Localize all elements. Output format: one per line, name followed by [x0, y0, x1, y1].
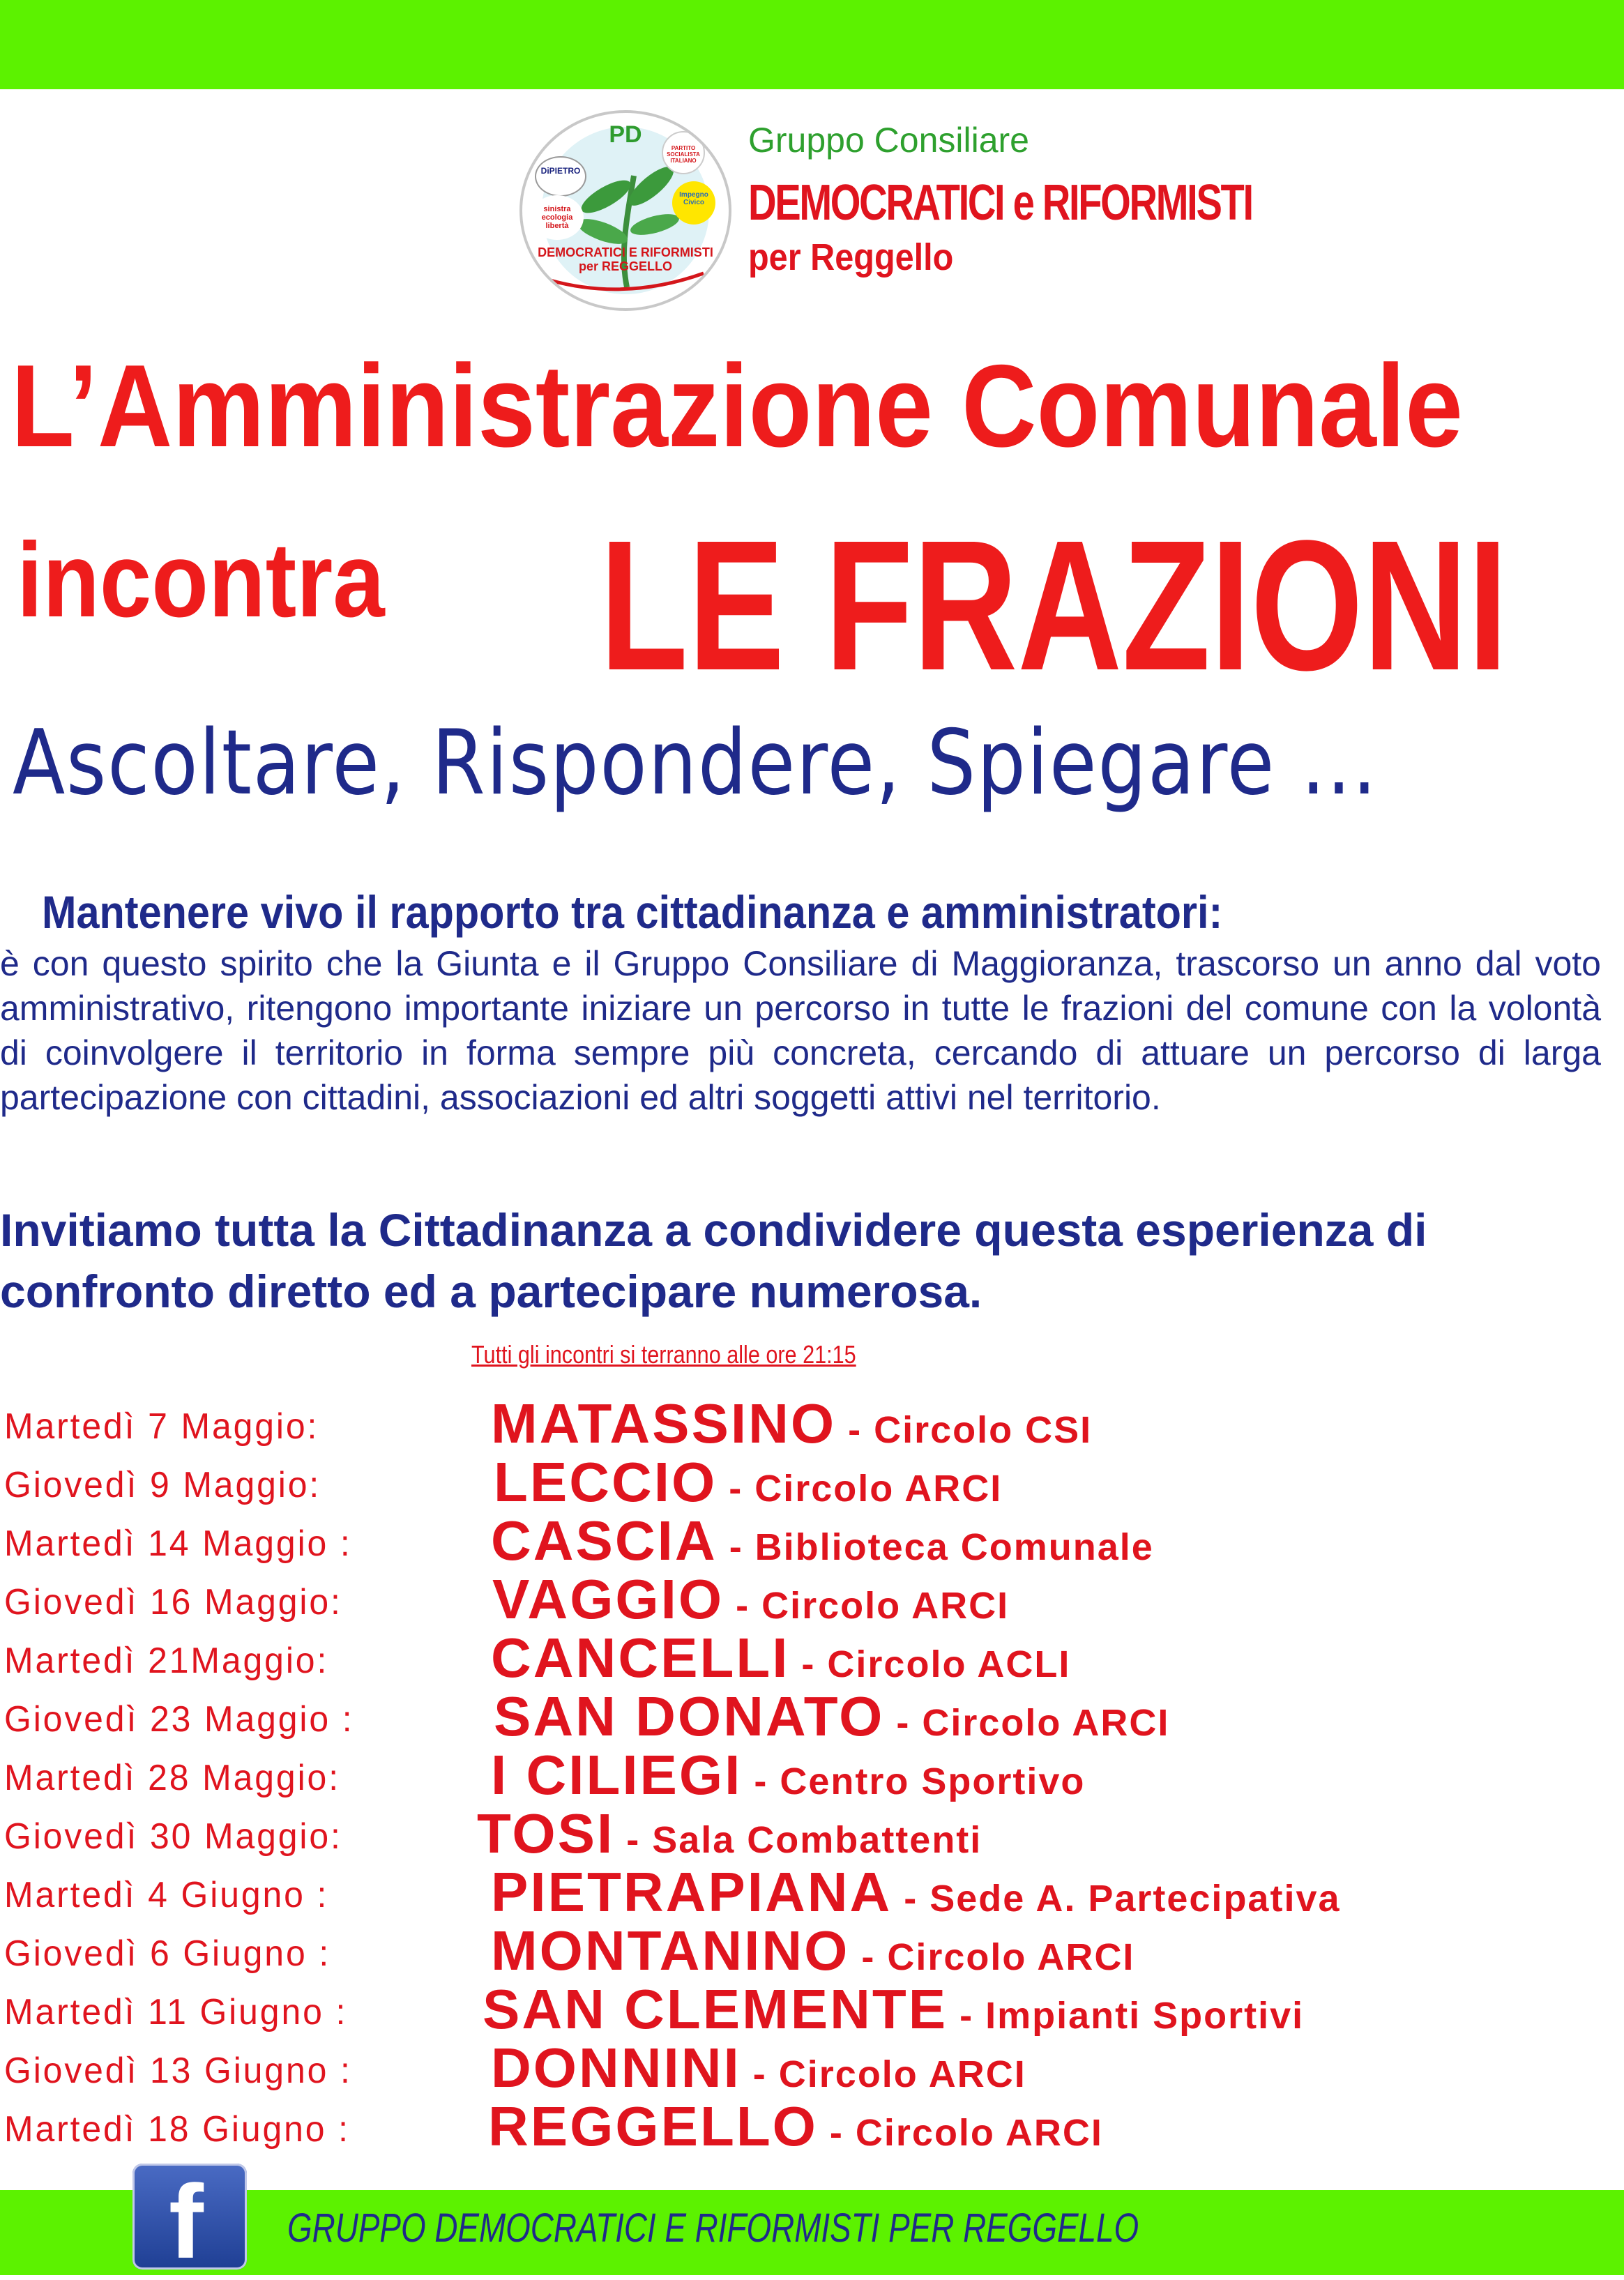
- schedule-row: [0, 2036, 1624, 2099]
- time-note: Tutti gli incontri si terranno alle ore 21:15: [471, 1340, 856, 1369]
- schedule-place: LECCIO: [494, 1451, 718, 1513]
- schedule-place: SAN CLEMENTE: [483, 1978, 948, 2040]
- schedule-date: Giovedì 30 Maggio:: [4, 1816, 342, 1857]
- schedule-venue: - Impianti Sportivi: [948, 1995, 1305, 2037]
- schedule-place: VAGGIO: [492, 1568, 724, 1630]
- facebook-icon[interactable]: [132, 2163, 247, 2280]
- schedule-venue: - Circolo ARCI: [741, 2053, 1026, 2095]
- schedule-date: Giovedì 16 Maggio:: [4, 1582, 342, 1622]
- schedule-row: [0, 1685, 1624, 1747]
- schedule-place: REGGELLO: [488, 2095, 818, 2157]
- schedule-date: Martedì 11 Giugno :: [4, 1992, 348, 2032]
- intro-body: è con questo spirito che la Giunta e il Gruppo Consiliare di Maggioranza, trascorso un anno dal voto amministrativo, ritengono importante iniziare un percorso in tutte le frazioni del comune con la volontà di coinvolgere il territorio in forma sempre più concreta, cercando di attuare un percorso di larga partecipazione con cittadini, associazioni ed altri soggetti attivi nel territorio.: [0, 944, 1601, 1117]
- schedule-venue: - Circolo CSI: [836, 1409, 1093, 1451]
- schedule-destination: [477, 1802, 982, 1866]
- schedule-row: [0, 1450, 1624, 1513]
- group-place: per Reggello: [748, 236, 954, 278]
- schedule-row: [0, 1802, 1624, 1864]
- schedule-venue: - Sede A. Partecipativa: [892, 1878, 1341, 1920]
- schedule-venue: - Centro Sportivo: [742, 1761, 1086, 1802]
- party-logo: [519, 110, 731, 311]
- schedule-place: TOSI: [477, 1802, 615, 1864]
- slogan: Ascoltare, Rispondere, Spiegare ...: [13, 711, 1378, 815]
- schedule-destination: [491, 1860, 1341, 1924]
- dipietro-logo: DiPIETRO: [535, 156, 586, 197]
- meeting-schedule: [0, 1392, 1624, 2157]
- schedule-row: [0, 1392, 1624, 1454]
- schedule-venue: - Circolo ARCI: [849, 1936, 1135, 1978]
- schedule-row: [0, 1626, 1624, 1689]
- schedule-destination: [492, 1567, 1009, 1632]
- impegno-civico-logo: Impegno Civico: [672, 181, 715, 225]
- schedule-date: Martedì 21Maggio:: [4, 1641, 329, 1681]
- schedule-destination: [491, 1626, 1070, 1690]
- schedule-venue: - Circolo ARCI: [724, 1585, 1010, 1627]
- schedule-row: [0, 1509, 1624, 1572]
- schedule-place: DONNINI: [491, 2037, 741, 2099]
- schedule-date: Giovedì 13 Giugno :: [4, 2051, 352, 2091]
- schedule-date: Martedì 4 Giugno :: [4, 1875, 329, 1915]
- pd-logo: PD: [609, 121, 642, 148]
- schedule-place: MONTANINO: [491, 1920, 850, 1982]
- invitation-text: Invitiamo tutta la Cittadinanza a condividere questa esperienza di confronto diretto ed a partecipare numerosa.: [0, 1204, 1427, 1317]
- schedule-venue: - Circolo ARCI: [884, 1702, 1170, 1744]
- schedule-row: [0, 2095, 1624, 2157]
- logo-name-line2: per REGGELLO: [578, 259, 672, 273]
- schedule-row: [0, 1743, 1624, 1806]
- schedule-venue: - Biblioteca Comunale: [717, 1526, 1154, 1568]
- schedule-row: [0, 1977, 1624, 2040]
- schedule-date: Giovedì 23 Maggio :: [4, 1699, 354, 1740]
- logo-name-line1: DEMOCRATICI E RIFORMISTI: [538, 245, 713, 259]
- facebook-glyph: f: [169, 2163, 204, 2280]
- schedule-date: Martedì 28 Maggio:: [4, 1758, 340, 1798]
- schedule-destination: [483, 1977, 1304, 2042]
- schedule-venue: - Circolo ACLI: [789, 1643, 1071, 1685]
- schedule-place: PIETRAPIANA: [491, 1861, 893, 1923]
- schedule-place: MATASSINO: [491, 1392, 837, 1454]
- schedule-destination: [494, 1685, 1169, 1749]
- schedule-destination: [494, 1450, 1002, 1514]
- top-green-bar: [0, 0, 1624, 89]
- schedule-destination: [491, 1509, 1154, 1573]
- footer-group-name: GRUPPO DEMOCRATICI E RIFORMISTI PER REGGELLO: [287, 2205, 1139, 2251]
- intro-lead: Mantenere vivo il rapporto tra cittadinanza e amministratori:: [42, 886, 1223, 938]
- schedule-venue: - Circolo ARCI: [717, 1468, 1003, 1510]
- schedule-date: Martedì 14 Maggio :: [4, 1523, 352, 1564]
- schedule-destination: [488, 2095, 1103, 2159]
- headline-line3: LE FRAZIONI: [600, 502, 1508, 709]
- group-label: Gruppo Consiliare: [748, 121, 1029, 160]
- schedule-destination: [491, 2036, 1026, 2100]
- schedule-place: CASCIA: [491, 1510, 718, 1572]
- schedule-place: SAN DONATO: [494, 1685, 885, 1747]
- group-name: DEMOCRATICI e RIFORMISTI: [748, 175, 1252, 231]
- schedule-destination: [491, 1392, 1092, 1456]
- schedule-row: [0, 1919, 1624, 1982]
- sel-logo: sinistra ecologia libertà: [531, 195, 584, 240]
- logo-name: [536, 245, 715, 273]
- schedule-date: Giovedì 9 Maggio:: [4, 1465, 321, 1505]
- schedule-row: [0, 1860, 1624, 1923]
- schedule-destination: [491, 1919, 1134, 1983]
- schedule-date: Martedì 7 Maggio:: [4, 1406, 319, 1447]
- schedule-date: Martedì 18 Giugno :: [4, 2109, 350, 2150]
- headline-line2: incontra: [17, 521, 385, 639]
- schedule-row: [0, 1567, 1624, 1630]
- schedule-destination: [491, 1743, 1085, 1807]
- schedule-venue: - Circolo ARCI: [817, 2112, 1103, 2154]
- schedule-place: CANCELLI: [491, 1627, 790, 1689]
- psi-logo: PARTITO SOCIALISTA ITALIANO: [662, 131, 705, 174]
- headline-line1: L’Amministrazione Comunale: [11, 340, 1463, 471]
- schedule-place: I CILIEGI: [491, 1744, 743, 1806]
- schedule-date: Giovedì 6 Giugno :: [4, 1933, 331, 1974]
- schedule-venue: - Sala Combattenti: [614, 1819, 982, 1861]
